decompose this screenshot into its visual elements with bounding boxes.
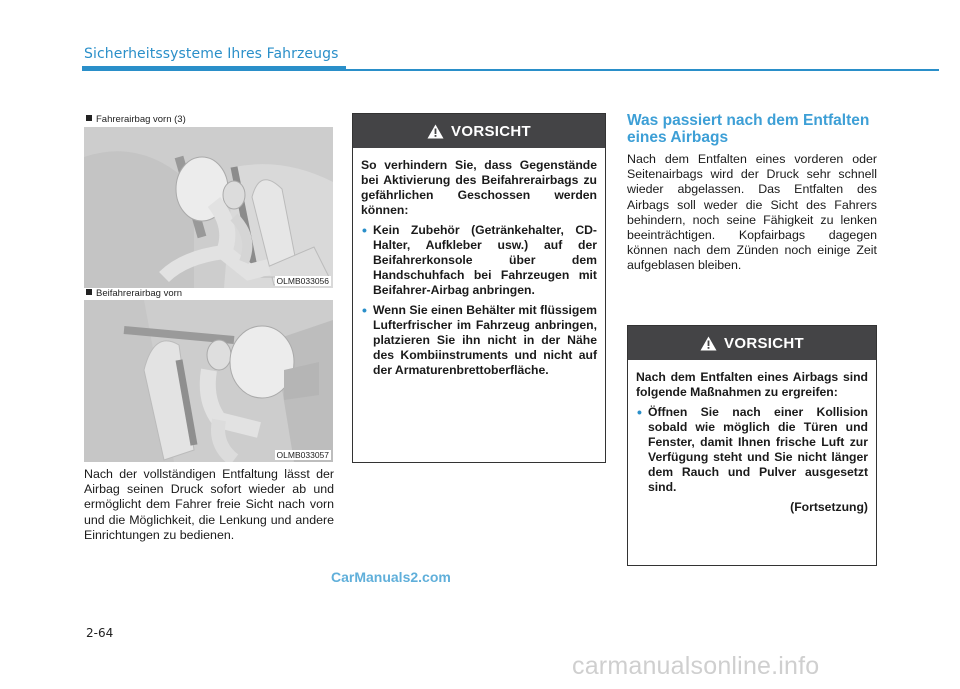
square-bullet-icon — [86, 115, 92, 121]
caution-list-item-text: Öffnen Sie nach einer Kollision sobald wie möglich die Türen und Fenster, damit Ihnen frische Luft zur Verfügung steht und Sie nicht länger dem Rauch und Pulver ausgesetzt sind. — [648, 405, 868, 494]
caution-title: VORSICHT — [724, 334, 804, 352]
caution-header — [353, 114, 605, 148]
caution-body — [628, 360, 876, 525]
caution-list — [361, 223, 597, 378]
figure-2-caption-text: Beifahrerairbag vorn — [96, 288, 183, 299]
caution-list-item — [361, 223, 597, 298]
caution-box-after-deployment — [627, 325, 877, 566]
header-rule-accent — [82, 66, 346, 71]
caution-list — [636, 405, 868, 495]
caution-list-item-text: Kein Zubehör (Getränkehalter, CD-Halter, Aufkleber usw.) auf der Beifahrerkonsole über dem Handschuhfach bei Fahrzeugen mit Beifahrer-Airbag anbringen. — [373, 223, 597, 297]
caution-list-item-text: Wenn Sie einen Behälter mit flüssigem Lufterfrischer im Fahrzeug anbringen, platzieren Sie ihn nicht in der Nähe des Kombiinstruments und nicht auf der Armaturenbrettoberfläche. — [373, 303, 597, 377]
caution-body — [353, 148, 605, 393]
warning-triangle-icon — [700, 336, 717, 351]
caution-header — [628, 326, 876, 360]
figure-1-code: OLMB033056 — [276, 276, 329, 286]
figure-2-code: OLMB033057 — [276, 450, 329, 460]
bullet-dot-icon: • — [362, 302, 367, 318]
caution-list-item — [636, 405, 868, 495]
section-title: Sicherheitssysteme Ihres Fahrzeugs — [84, 46, 339, 62]
figure-1-caption-text: Fahrerairbag vorn (3) — [96, 114, 186, 125]
watermark-link-top[interactable]: CarManuals2.com — [331, 569, 451, 585]
figure-2-caption — [86, 288, 182, 299]
figure-1-caption — [86, 114, 186, 125]
figure-passenger-airbag — [84, 300, 333, 462]
bullet-dot-icon: • — [362, 222, 367, 238]
bullet-dot-icon: • — [637, 404, 642, 420]
driver-airbag-illustration — [84, 127, 333, 288]
watermark-bottom: carmanualsonline.info — [572, 652, 820, 680]
caution-title: VORSICHT — [451, 122, 531, 140]
caution-intro: So verhindern Sie, dass Gegenstände bei Aktivierung des Beifahrerairbags zu gefährlichen Geschossen werden können: — [361, 158, 597, 217]
caution-box-passenger — [352, 113, 606, 463]
square-bullet-icon — [86, 289, 92, 295]
warning-triangle-icon — [427, 124, 444, 139]
figure-driver-airbag — [84, 127, 333, 288]
header-rule — [346, 69, 939, 71]
page-number: 2-64 — [86, 626, 114, 640]
right-heading: Was passiert nach dem Entfalten eines Airbags — [627, 112, 870, 146]
passenger-airbag-illustration — [84, 300, 333, 462]
caution-list-item — [361, 303, 597, 378]
continuation-note: (Fortsetzung) — [790, 500, 868, 514]
caution-intro: Nach dem Entfalten eines Airbags sind folgende Maßnahmen zu ergreifen: — [636, 370, 868, 399]
right-paragraph: Nach dem Entfalten eines vorderen oder Seitenairbags wird der Druck sehr schnell wieder abgelassen. Das Entfalten des Airbags soll weder die Sicht des Fahrers behindern, noch seine Fähigkeit zu lenken beeinträchtigen. Kopfairbags dagegen können nach dem Zünden noch einige Zeit aufgeblasen bleiben. — [627, 152, 877, 273]
left-paragraph: Nach der vollständigen Entfaltung lässt der Airbag seinen Druck sofort wieder ab und ermöglicht dem Fahrer freie Sicht nach vorn und die Möglichkeit, die Lenkung und andere Einrichtungen zu bedienen. — [84, 467, 334, 542]
